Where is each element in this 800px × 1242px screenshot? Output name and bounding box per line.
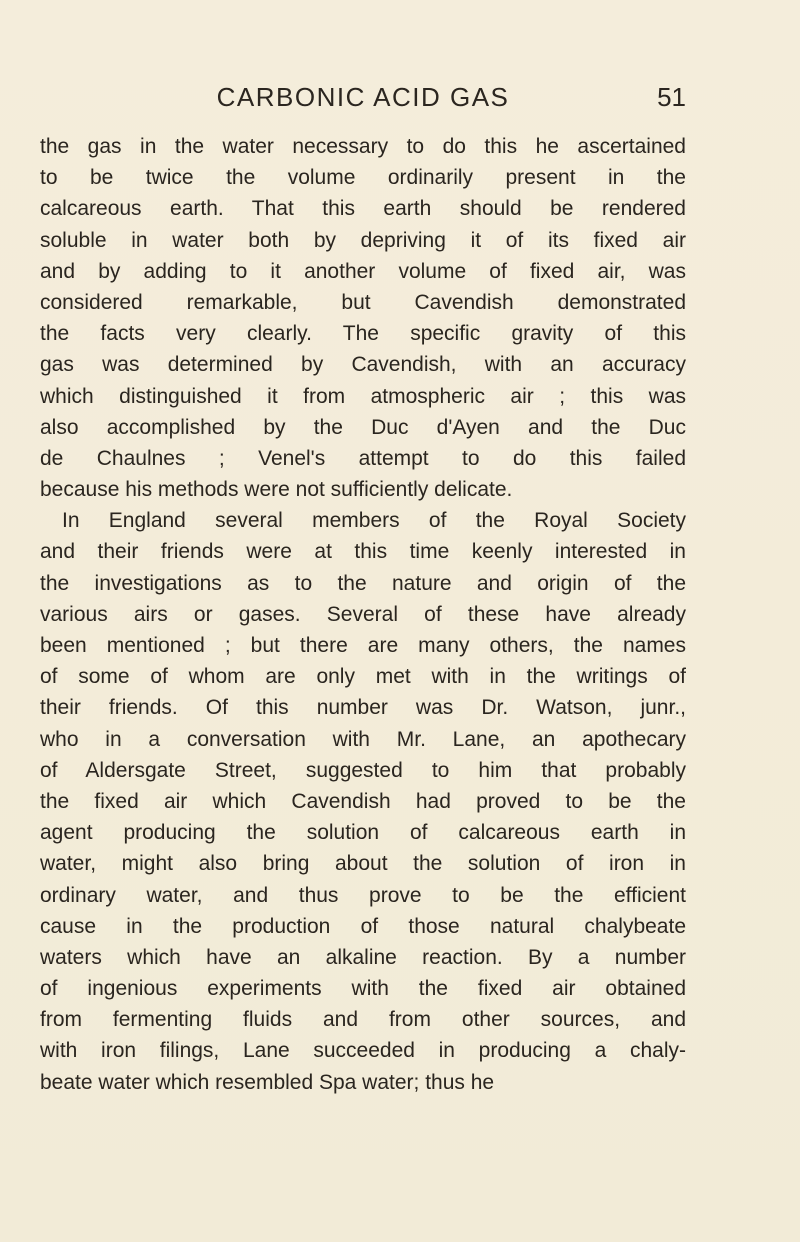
text-line: the investigations as to the nature and origin of the [40, 571, 686, 595]
text-line: of ingenious experiments with the fixed air obtained [40, 977, 686, 1001]
text-line: various airs or gases. Several of these have already [40, 602, 686, 626]
text-line: ordinary water, and thus prove to be the efficient [40, 883, 686, 907]
text-line: gas was determined by Cavendish, with an accuracy [40, 353, 686, 377]
text-line: of some of whom are only met with in the writings of [40, 665, 686, 689]
body-text [40, 131, 686, 1098]
text-line: cause in the production of those natural chalybeate [40, 914, 686, 938]
text-line: of Aldersgate Street, suggested to him that probably [40, 758, 686, 782]
text-line: also accomplished by the Duc d'Ayen and the Duc [40, 415, 686, 439]
page-header [40, 82, 686, 118]
text-line: the fixed air which Cavendish had proved to be the [40, 789, 686, 813]
running-title: CARBONIC ACID GAS [216, 82, 510, 112]
text-line: been mentioned ; but there are many others, the names [40, 634, 686, 657]
text-line: the gas in the water necessary to do this he ascertained [40, 135, 686, 158]
text-line: their friends. Of this number was Dr. Watson, junr., [40, 696, 686, 720]
text-line: considered remarkable, but Cavendish demonstrated [40, 290, 686, 314]
text-line: soluble in water both by depriving it of its fixed air [40, 228, 686, 252]
text-line: calcareous earth. That this earth should be rendered [40, 197, 686, 221]
text-line: from fermenting fluids and from other sources, and [40, 1008, 686, 1032]
text-line: water, might also bring about the solution of iron in [40, 852, 686, 876]
text-line: agent producing the solution of calcareous earth in [40, 821, 686, 845]
text-line: the facts very clearly. The specific gravity of this [40, 322, 686, 346]
text-line: and their friends were at this time keenly interested in [40, 540, 686, 564]
text-line: who in a conversation with Mr. Lane, an apothecary [40, 727, 686, 751]
text-line: and by adding to it another volume of fixed air, was [40, 259, 686, 283]
text-line: because his methods were not sufficiently delicate. [40, 478, 513, 502]
text-line: beate water which resembled Spa water; thus he [40, 1070, 495, 1094]
text-line: de Chaulnes ; Venel's attempt to do this failed [40, 446, 686, 470]
text-line: waters which have an alkaline reaction. By a number [40, 945, 686, 969]
text-line: which distinguished it from atmospheric air ; this was [40, 384, 686, 408]
text-line: to be twice the volume ordinarily present in the [40, 166, 686, 190]
text-line: In England several members of the Royal Society [62, 509, 686, 533]
text-line: with iron filings, Lane succeeded in producing a chaly- [40, 1039, 686, 1063]
page-number: 51 [657, 82, 686, 112]
